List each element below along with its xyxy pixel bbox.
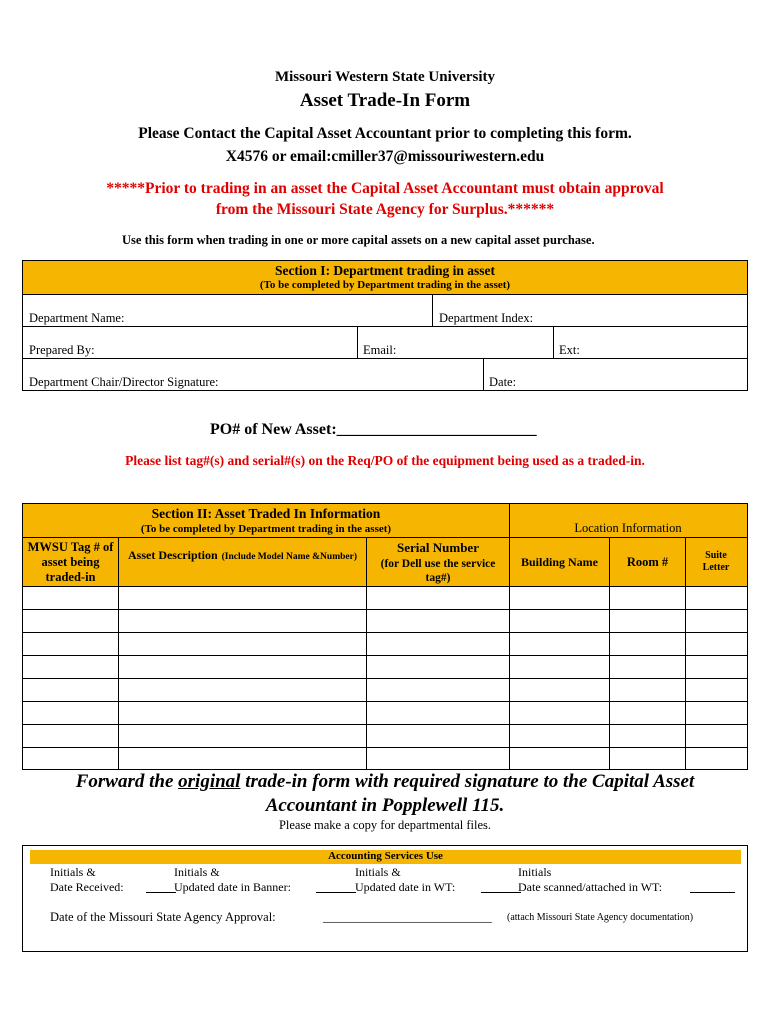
col-header-description [119,548,366,564]
table-row[interactable] [23,633,747,655]
forward-line-1 [0,771,770,793]
forward-pre: Forward the [75,771,179,792]
form-title: Asset Trade-In Form [299,90,471,111]
ext-field[interactable]: Ext: [559,343,580,357]
forward-original: original [178,771,241,792]
table-row[interactable] [23,702,747,724]
acct-c1-line1: Initials & [50,865,96,879]
table-row[interactable] [23,656,747,678]
section2-title: Section II: Asset Traded In Information [151,506,381,521]
table-row[interactable] [23,679,747,701]
col-desc-small: (Include Model Name &Number) [221,552,357,562]
university-name: Missouri Western State University [274,69,496,85]
contact-line-2: X4576 or email:cmiller37@missouriwestern.edu [225,148,545,165]
col-header-building: Building Name [520,555,598,569]
tag-serial-instruction: Please list tag#(s) and serial#(s) on the Req/PO of the equipment being used as a traded-in. [125,453,645,468]
section1-header [23,261,747,294]
acct-c1-line2: Date Received: [50,880,124,894]
col-header-serial-sub: (for Dell use the service tag#) [380,558,496,584]
acct-c2-line2: Updated date in Banner: [174,880,291,894]
col-header-room: Room # [626,555,669,569]
acct-c4-line2: Date scanned/attached in WT: [518,880,663,894]
section1-title: Section I: Department trading in asset [274,263,496,278]
col-header-suite: Suite Letter [702,550,730,573]
department-index-field[interactable]: Department Index: [439,311,534,325]
acct-c3-line1: Initials & [355,865,401,879]
section1-subtitle: (To be completed by Department trading in the asset) [259,279,511,291]
table-row[interactable] [23,748,747,769]
asset-rows [23,587,747,769]
table-row[interactable] [23,725,747,747]
accounting-title: Accounting Services Use [328,850,443,862]
contact-line-1: Please Contact the Capital Asset Accountant prior to completing this form. [138,125,632,142]
location-info-header: Location Information [574,521,682,535]
col-header-tag: MWSU Tag # of asset being traded-in [27,540,114,584]
acct-c2-line1: Initials & [174,865,220,879]
usage-note: Use this form when trading in one or more capital assets on a new capital asset purchase. [122,233,595,247]
signature-field[interactable]: Department Chair/Director Signature: [29,375,219,389]
acct-c4-line1: Initials [518,865,552,879]
section2-subtitle: (To be completed by Department trading in the asset) [140,523,392,535]
warning-line-2: from the Missouri State Agency for Surplus.****** [215,201,555,218]
col-desc-main: Asset Description [127,548,218,562]
accounting-header [30,850,741,864]
prepared-by-field[interactable]: Prepared By: [29,343,95,357]
acct-c3-line2: Updated date in WT: [355,880,456,894]
col-header-serial: Serial Number [397,540,479,555]
forward-line-2: Accountant in Popplewell 115. [265,795,505,816]
table-row[interactable] [23,587,747,609]
department-name-field[interactable]: Department Name: [29,311,125,325]
warning-line-1: *****Prior to trading in an asset the Capital Asset Accountant must obtain approval [106,180,664,197]
date-field[interactable]: Date: [489,375,517,389]
po-number-field[interactable]: PO# of New Asset:_________________________ [210,421,537,438]
table-row[interactable] [23,610,747,632]
forward-post: trade-in form with required signature to the Capital Asset [240,771,695,792]
email-field[interactable]: Email: [363,343,397,357]
approval-note: (attach Missouri State Agency documentation) [507,912,694,923]
approval-label: Date of the Missouri State Agency Approval: [50,910,276,924]
copy-note: Please make a copy for departmental files. [278,818,492,832]
approval-blank[interactable]: ___________________________ [323,910,492,924]
